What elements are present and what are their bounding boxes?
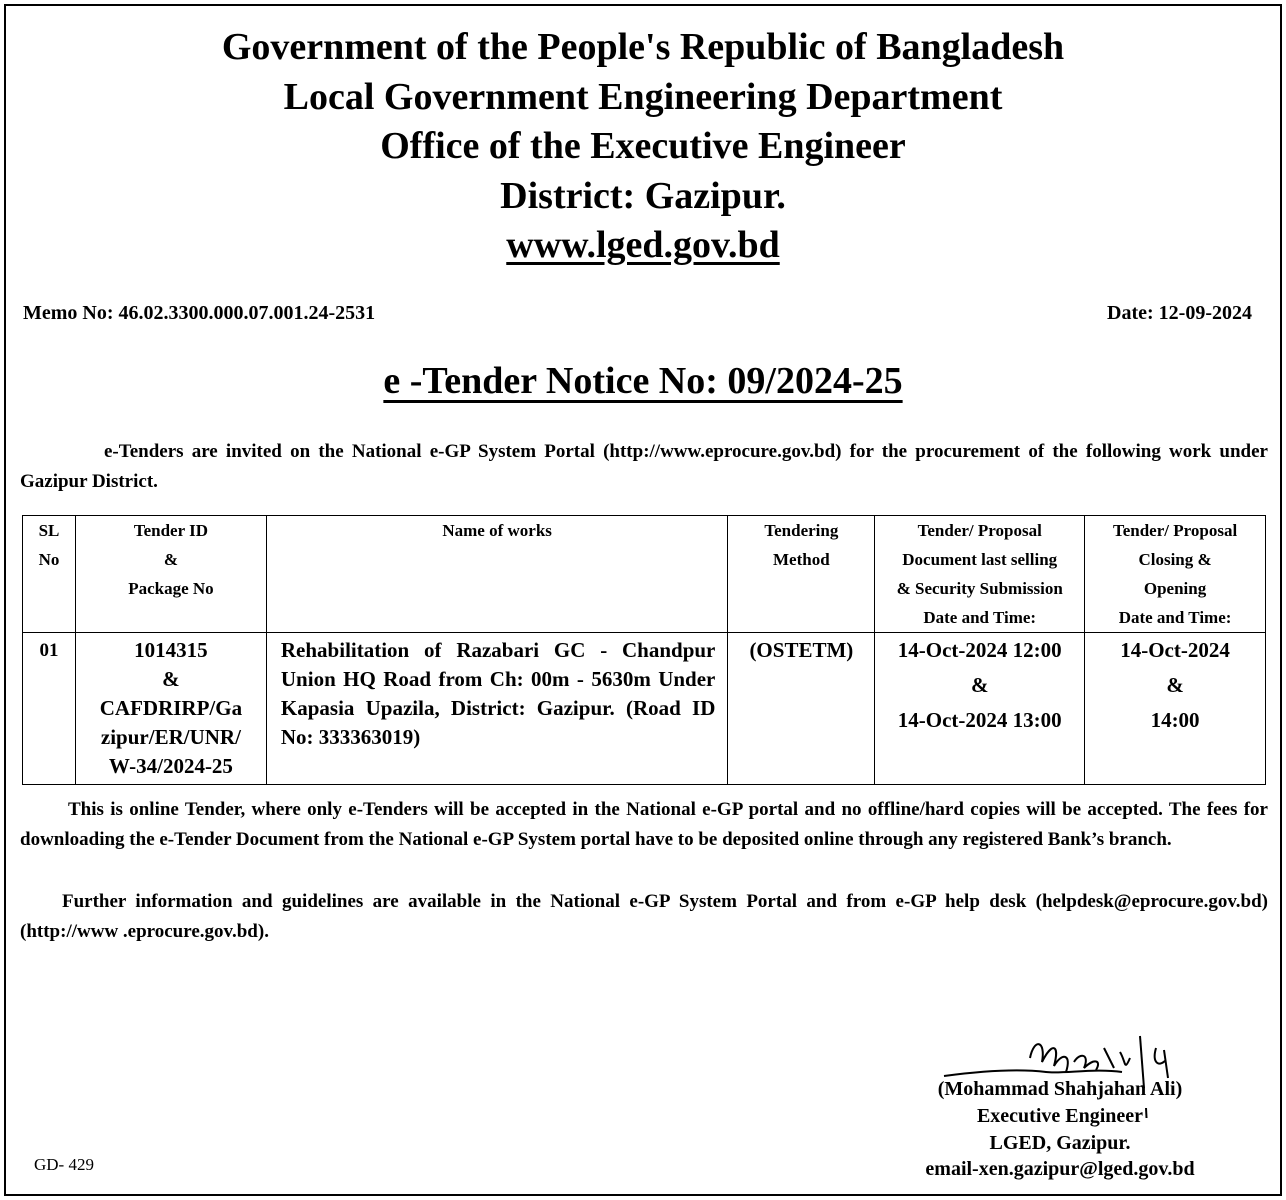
- notice-date: Date: 12-09-2024: [1107, 302, 1252, 324]
- signatory-office: LGED, Gazipur.: [989, 1132, 1131, 1154]
- signatory-name: (Mohammad Shahjahan Ali): [937, 1078, 1183, 1100]
- signatory-designation: Executive Engineer: [976, 1105, 1144, 1127]
- cell-works: Rehabilitation of Razabari GC - Chandpur Union HQ Road from Ch: 00m - 5630m Under Kapasia Upazila, District: Gazipur. (Road ID No: 333363019): [266, 633, 728, 785]
- gd-code: GD- 429: [34, 1155, 94, 1174]
- cell-method: (OSTETM): [728, 633, 875, 785]
- col-header-works: Name of works: [266, 516, 728, 633]
- col-header-closing: Tender/ Proposal Closing & Opening Date and Time:: [1085, 516, 1266, 633]
- online-tender-paragraph: This is online Tender, where only e-Tenders will be accepted in the National e-GP portal and no offline/hard copies will be accepted. The fees for downloading the e-Tender Document from the National e-GP System portal have to be deposited online through any registered Bank’s branch.: [20, 799, 1268, 850]
- further-info-paragraph: Further information and guidelines are available in the National e-GP System Portal and from e-GP help desk (helpdesk@eprocure.gov.bd) (http://www .eprocure.gov.bd).: [20, 891, 1268, 942]
- col-header-sl: SL No: [23, 516, 76, 633]
- notice-title: [0, 358, 1286, 404]
- header-department: Local Government Engineering Department: [283, 76, 1003, 118]
- col-header-selling: Tender/ Proposal Document last selling & Security Submission Date and Time:: [875, 516, 1085, 633]
- cell-sl: 01: [23, 633, 76, 785]
- website-link[interactable]: www.lged.gov.bd: [506, 224, 780, 266]
- notice-title-text: e -Tender Notice No: 09/2024-25: [383, 360, 903, 402]
- header-district: District: Gazipur.: [500, 175, 786, 217]
- cell-tender-id: 1014315 & CAFDRIRP/Ga zipur/ER/UNR/ W-34/2024-25: [75, 633, 266, 785]
- signatory-email[interactable]: email-xen.gazipur@lged.gov.bd: [925, 1158, 1195, 1180]
- header-government: Government of the People's Republic of Bangladesh: [221, 26, 1065, 68]
- intro-paragraph: e-Tenders are invited on the National e-GP System Portal (http://www.eprocure.gov.bd) for the procurement of the following work under Gazipur District.: [20, 441, 1268, 492]
- cell-closing: 14-Oct-2024 & 14:00: [1085, 633, 1266, 785]
- header-office: Office of the Executive Engineer: [380, 125, 906, 167]
- table-header-row: [23, 516, 1266, 633]
- cell-selling: 14-Oct-2024 12:00 & 14-Oct-2024 13:00: [875, 633, 1085, 785]
- header-website: [0, 222, 1286, 268]
- tender-table: [22, 515, 1266, 785]
- col-header-tender-id: Tender ID & Package No: [75, 516, 266, 633]
- table-row: [23, 633, 1266, 785]
- memo-number: Memo No: 46.02.3300.000.07.001.24-2531: [23, 302, 376, 324]
- col-header-method: Tendering Method: [728, 516, 875, 633]
